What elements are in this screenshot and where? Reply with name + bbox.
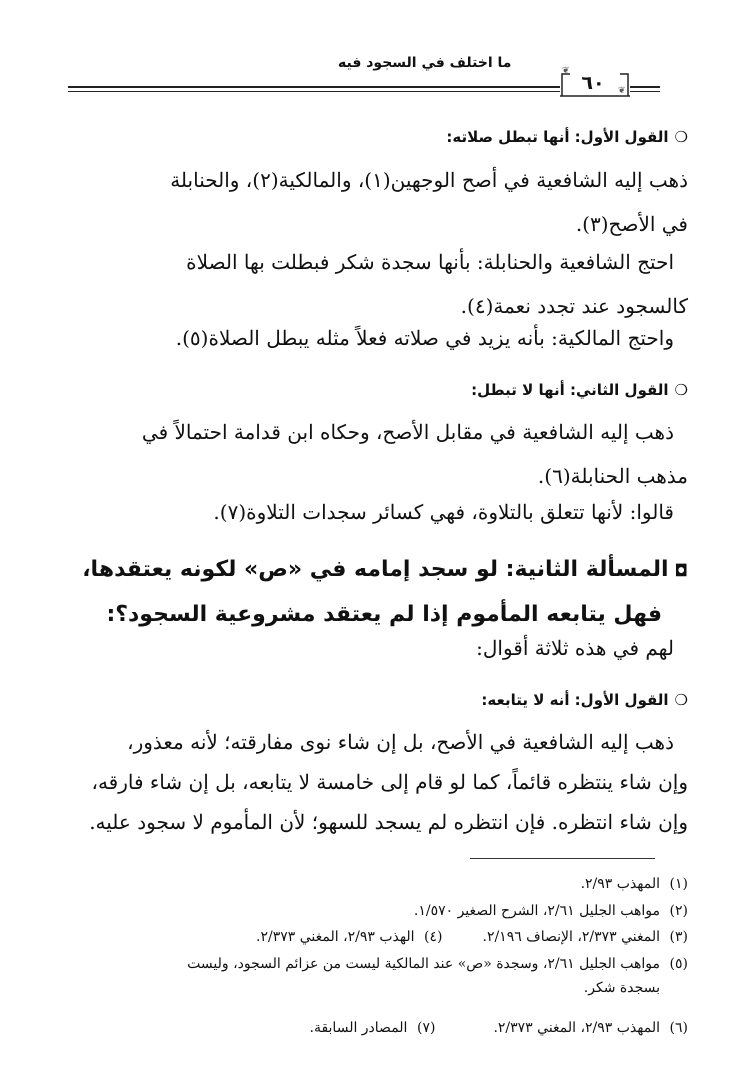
text-line: ذهب إليه الشافعية في مقابل الأصح، وحكاه ابن قدامة احتمالاً في	[141, 420, 674, 444]
text-line: واحتج المالكية: بأنه يزيد في صلاته فعلاً مثله يبطل الصلاة(٥).	[175, 326, 674, 350]
header-rule-bottom	[68, 91, 560, 92]
heading-first-opinion: ❍القول الأول: أنها تبطل صلاته:	[446, 128, 688, 146]
header-rule-top	[68, 86, 560, 88]
footnote-number: (٤)	[424, 929, 443, 945]
bullet-icon: ◘	[674, 561, 688, 580]
paragraph-4	[68, 410, 688, 498]
paragraph-5	[68, 490, 688, 534]
footnote-text: مواهب الجليل ٢/٦١، الشرح الصغير ١/٥٧٠.	[413, 903, 660, 919]
footnote-text: المهذب ٢/٩٣.	[580, 876, 660, 892]
text-line: ◘المسألة الثانية: لو سجد إمامه في «ص» لكونه يعتقدها،	[82, 557, 688, 582]
text-line: وإن شاء انتظره. فإن انتظره لم يسجد للسهو؛ لأن المأموم لا سجود عليه.	[89, 810, 688, 834]
heading-first-opinion-2: ❍القول الأول: أنه لا يتابعه:	[481, 691, 688, 709]
text-line: قالوا: لأنها تتعلق بالتلاوة، فهي كسائر سجدات التلاوة(٧).	[213, 500, 674, 524]
footnote-number: (٧)	[416, 1020, 436, 1036]
ornament-icon: ❦	[618, 86, 626, 96]
footnote-text: الهذب ٢/٩٣، المغني ٢/٣٧٣.	[256, 929, 415, 945]
footnote-rule	[470, 858, 655, 859]
bullet-icon: ❍	[674, 128, 688, 146]
header-rule-right	[630, 86, 660, 88]
paragraph-2	[68, 240, 688, 328]
footnote-text: المهذب ٢/٩٣، المغني ٢/٣٧٣.	[493, 1020, 660, 1036]
text-line: احتج الشافعية والحنابلة: بأنها سجدة شكر فبطلت بها الصلاة	[186, 250, 674, 274]
paragraph-3	[68, 316, 688, 360]
footnote-2	[68, 899, 688, 923]
footnote-text: بسجدة شكر.	[583, 980, 660, 996]
text-line: ذهب إليه الشافعية في أصح الوجهين(١)، والمالكية(٢)، والحنابلة	[170, 168, 688, 192]
ornament-icon: ❦	[562, 66, 570, 76]
text-line: فهل يتابعه المأموم إذا لم يعتقد مشروعية السجود؟:	[106, 602, 662, 627]
paragraph-1	[68, 158, 688, 246]
text-line: مذهب الحنابلة(٦).	[537, 464, 688, 488]
text-line: لهم في هذه ثلاثة أقوال:	[476, 636, 674, 660]
text-line: في الأصح(٣).	[575, 212, 688, 236]
footnote-5	[68, 952, 688, 1000]
text-line: وإن شاء ينتظره قائماً، كما لو قام إلى خامسة لا يتابعه، بل إن شاء فارقه،	[91, 770, 688, 794]
issue-heading	[68, 548, 688, 637]
page-number: ٦٠	[581, 72, 605, 94]
text-line: كالسجود عند تجدد نعمة(٤).	[460, 294, 688, 318]
footnote-text: مواهب الجليل ٢/٦١، وسجدة «ص» عند المالكية ليست من عزائم السجود، وليست	[187, 956, 660, 972]
footnote-text: المغني ٢/٣٧٣، الإنصاف ٢/١٩٦.	[482, 929, 660, 945]
footnote-6-7	[68, 1016, 688, 1040]
footnote-1	[68, 872, 688, 896]
text-line: ذهب إليه الشافعية في الأصح، بل إن شاء نوى مفارقته؛ لأنه معذور،	[127, 730, 674, 754]
paragraph-7	[68, 722, 688, 842]
footnote-number: (١)	[669, 876, 688, 892]
running-title: ما اختلف في السجود فيه	[338, 55, 512, 71]
heading-second-opinion: ❍القول الثاني: أنها لا تبطل:	[471, 381, 688, 399]
footnote-number: (٦)	[669, 1020, 688, 1036]
footnote-text: المصادر السابقة.	[309, 1020, 408, 1036]
header-rule-right-2	[630, 91, 660, 92]
footnote-number: (٥)	[669, 956, 688, 972]
footnote-number: (٢)	[669, 903, 688, 919]
footnote-3-4	[68, 925, 688, 949]
bullet-icon: ❍	[674, 381, 688, 399]
paragraph-6	[68, 626, 688, 670]
footnote-number: (٣)	[669, 929, 688, 945]
bullet-icon: ❍	[674, 691, 688, 709]
